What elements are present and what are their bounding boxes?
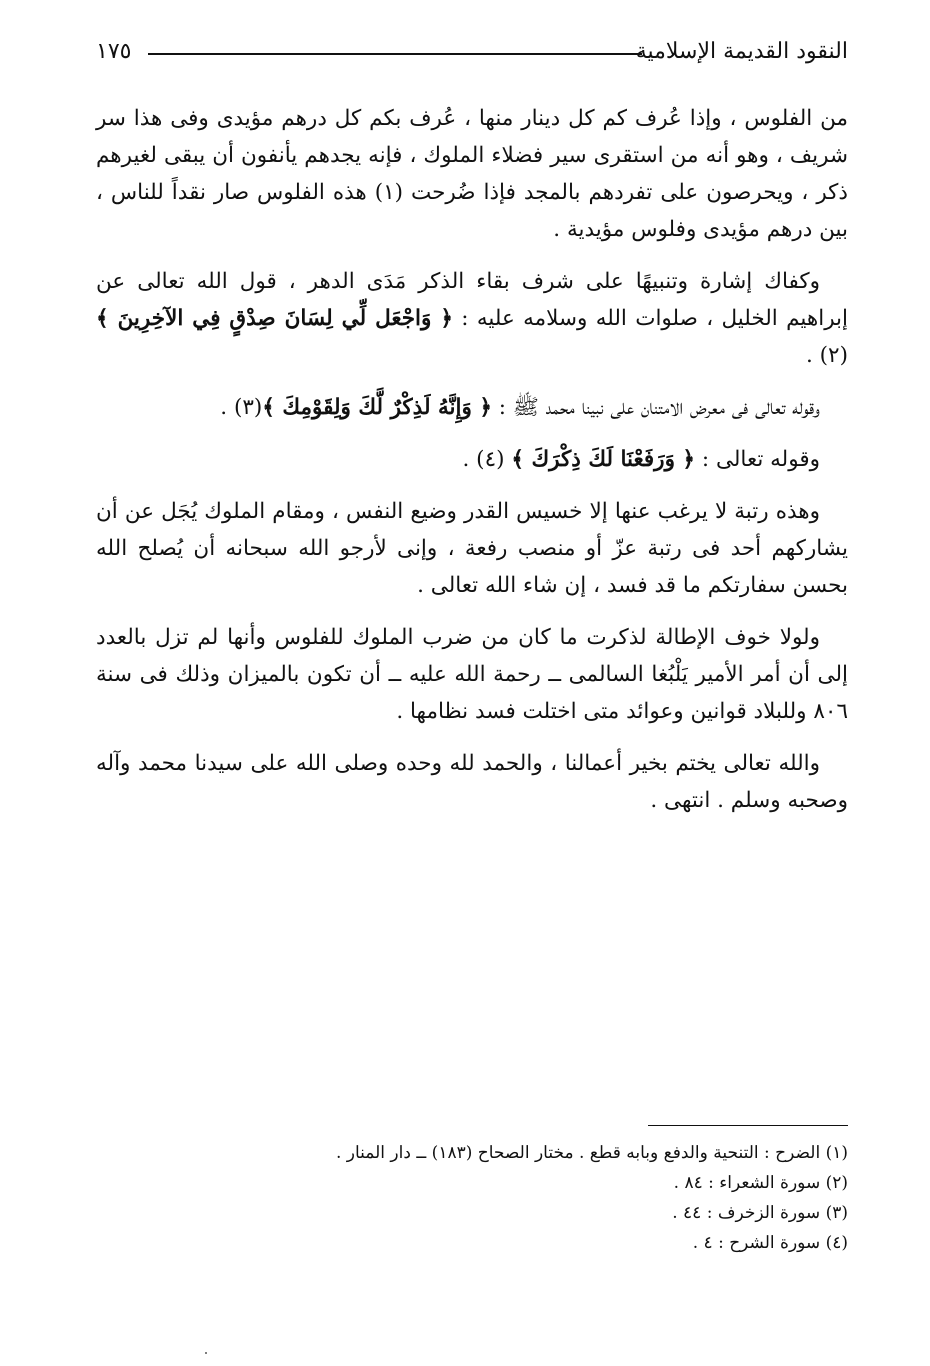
paragraph-3-text: وقوله تعالى فى معرض الامتنان على نبينا محمد ﷺ : [491, 395, 820, 420]
footnote-ref-2: (٢) . [805, 343, 848, 368]
footnote-3: (٣) سورة الزخرف : ٤٤ . [672, 1203, 848, 1223]
paragraph-4-text: وقوله تعالى : [695, 447, 820, 472]
header-rule [148, 53, 642, 55]
paragraph-2 [96, 263, 848, 374]
quran-verse-2: ﴿ وَإِنَّهُ لَذِكْرٌ لَّكَ وَلِقَوْمِكَ ﴾ [262, 395, 492, 420]
footnote-ref-3: (٣) . [220, 395, 263, 420]
paragraph-2-text: وكفاك إشارة وتنبيهًا على شرف بقاء الذكر مَدَى الدهر ، قول الله تعالى عن إبراهيم الخليل ، صلوات الله وسلامه عليه : [96, 269, 849, 331]
page-number: ١٧٥ [96, 39, 132, 64]
footnote-1: (١) الضرح : التنحية والدفع وبابه قطع . مختار الصحاح (١٨٣) ــ دار المنار . [335, 1143, 848, 1163]
quran-verse-3: ﴿ وَرَفَعْنَا لَكَ ذِكْرَكَ ﴾ [511, 447, 696, 472]
paragraph-4 [96, 441, 848, 478]
main-text [96, 100, 848, 834]
footnote-separator [648, 1125, 848, 1126]
footnote-2: (٢) سورة الشعراء : ٨٤ . [673, 1173, 848, 1193]
paragraph-5: وهذه رتبة لا يرغب عنها إلا خسيس القدر وضيع النفس ، ومقام الملوك يُجَل عن أن يشاركهم أحد فى رتبة عزّ أو منصب رفعة ، وإنى لأرجو الله سبحانه أن يُصلح الله بحسن سفارتكم ما قد فسد ، إن شاء الله تعالى . [96, 499, 848, 598]
paragraph-6: ولولا خوف الإطالة لذكرت ما كان من ضرب الملوك للفلوس وأنها لم تزل بالعدد إلى أن أمر الأمير يَلْبُغا السالمى ــ رحمة الله عليه ــ أن تكون بالميزان وذلك فى سنة ٨٠٦ وللبلاد قوانين وعوائد متى اختلت فسد نظامها . [96, 625, 848, 724]
quran-verse-1: ﴿ وَاجْعَل لِّي لِسَانَ صِدْقٍ فِي الآخِرِينَ ﴾ [96, 306, 453, 331]
page-header [96, 36, 848, 70]
footnotes [148, 1138, 848, 1258]
footnote-ref-4: (٤) . [462, 447, 512, 472]
running-title: النقود القديمة الإسلامية [635, 39, 848, 64]
scan-speck [205, 1352, 207, 1354]
paragraph-1: من الفلوس ، وإذا عُرف كم كل دينار منها ، عُرف بكم كل درهم مؤيدى وفى هذا سر شريف ، وهو أنه من استقرى سير فضلاء الملوك ، فإنه يجدهم يأنفون أن يبقى لغيرهم ذكر ، ويحرصون على تفردهم بالمجد فإذا ضُرحت (١) هذه الفلوس صار نقداً للناس ، بين درهم مؤيدى وفلوس مؤيدية . [96, 106, 848, 242]
paragraph-3 [96, 389, 848, 426]
paragraph-7: والله تعالى يختم بخير أعمالنا ، والحمد لله وحده وصلى الله على سيدنا محمد وآله وصحبه وسلم . انتهى . [96, 751, 848, 813]
footnote-4: (٤) سورة الشرح : ٤ . [692, 1233, 848, 1253]
